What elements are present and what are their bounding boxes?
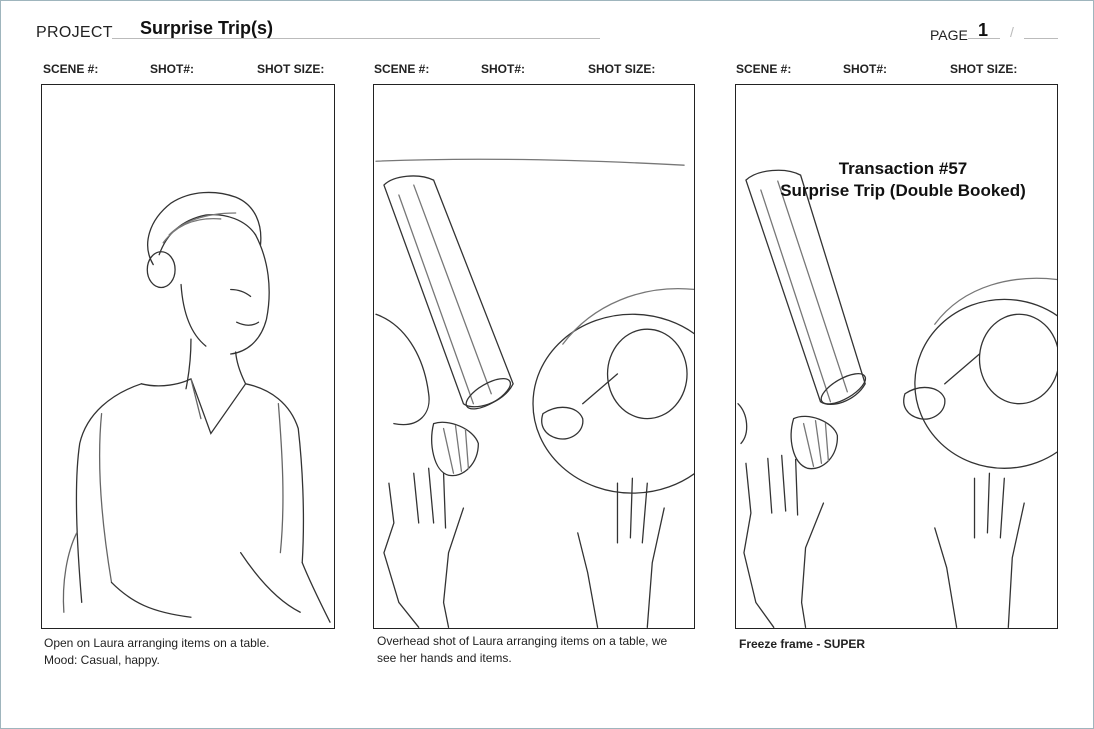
storyboard-panel-2	[373, 84, 695, 629]
shot-size-label: SHOT SIZE:	[950, 62, 1018, 76]
shot-label: SHOT#:	[843, 62, 888, 76]
super-line: Surprise Trip (Double Booked)	[780, 181, 1026, 200]
page-underline	[968, 38, 1000, 39]
super-title	[736, 158, 1070, 202]
page-slash: /	[1010, 24, 1014, 40]
panel-caption-3	[739, 636, 865, 653]
caption-line: Freeze frame - SUPER	[739, 637, 866, 651]
storyboard-panel-1	[41, 84, 335, 629]
caption-line: Open on Laura arranging items on a table.	[44, 636, 270, 650]
page-number: 1	[978, 20, 989, 40]
caption-line: Overhead shot of Laura arranging items on a table, we	[377, 634, 668, 648]
shot-size-label: SHOT SIZE:	[588, 62, 656, 76]
page-label: PAGE	[930, 27, 968, 43]
scene-label: SCENE #:	[43, 62, 99, 76]
panel-caption-2	[377, 633, 667, 667]
caption-line: see her hands and items.	[377, 651, 512, 665]
project-title: Surprise Trip(s)	[140, 18, 274, 38]
super-line: Transaction #57	[838, 159, 968, 178]
shot-size-label: SHOT SIZE:	[257, 62, 325, 76]
shot-label: SHOT#:	[150, 62, 195, 76]
caption-line: Mood: Casual, happy.	[44, 653, 160, 667]
shot-label: SHOT#:	[481, 62, 526, 76]
scene-label: SCENE #:	[374, 62, 430, 76]
scene-label: SCENE #:	[736, 62, 792, 76]
woman-sketch	[42, 85, 334, 628]
overhead-items-sketch	[374, 85, 694, 628]
panel-caption-1	[44, 635, 269, 669]
page-total-underline	[1024, 38, 1058, 39]
project-label: PROJECT	[36, 24, 113, 41]
